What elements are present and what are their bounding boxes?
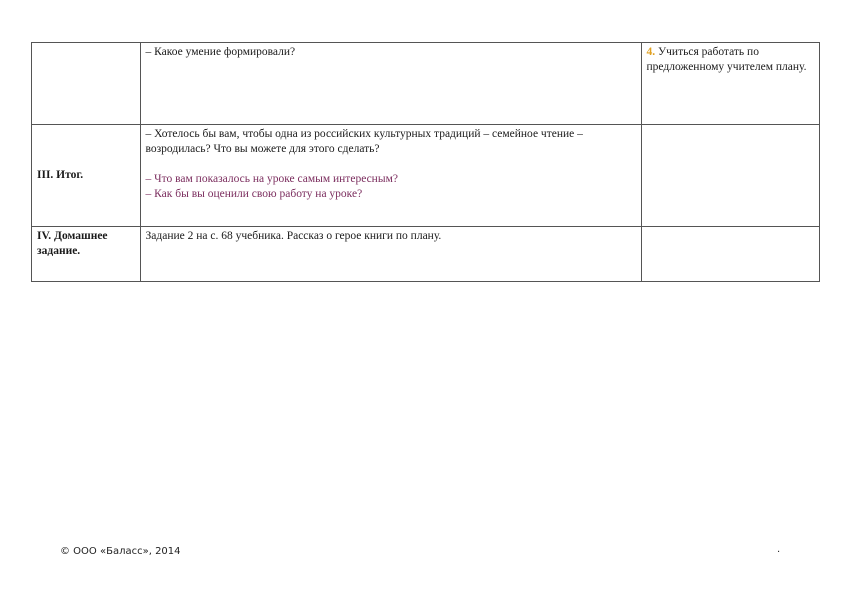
skills-cell (641, 227, 820, 282)
teacher-question: – Хотелось бы вам, чтобы одна из российских культурных традиций – семейное чтение – возродилась? Что вы можете для этого сделать? (145, 128, 583, 155)
teacher-question: – Какое умение формировали? (145, 46, 296, 58)
stage-cell: IV. Домашнее задание. (32, 227, 141, 282)
stage-cell: III. Итог. (32, 125, 141, 227)
skills-cell (641, 43, 820, 125)
copyright-footer: © ООО «Баласс», 2014 (60, 546, 181, 557)
teacher-activity-cell (140, 125, 641, 227)
footer-mark: . (777, 544, 781, 555)
stage-cell (32, 43, 141, 125)
table-row (32, 227, 820, 282)
spacer (146, 157, 636, 172)
table-row (32, 43, 820, 125)
reflection-question: – Как бы вы оценили свою работу на уроке? (145, 188, 363, 200)
skills-cell (641, 125, 820, 227)
skill-number: 4. (646, 46, 656, 58)
table-row (32, 125, 820, 227)
reflection-question: – Что вам показалось на уроке самым интересным? (145, 173, 398, 185)
teacher-activity-cell (140, 43, 641, 125)
teacher-activity-cell (140, 227, 641, 282)
lesson-plan-table (31, 42, 820, 282)
homework-text: Задание 2 на с. 68 учебника. Рассказ о герое книги по плану. (145, 230, 442, 242)
skill-text: Учиться работать по предложенному учителем плану. (646, 46, 807, 73)
